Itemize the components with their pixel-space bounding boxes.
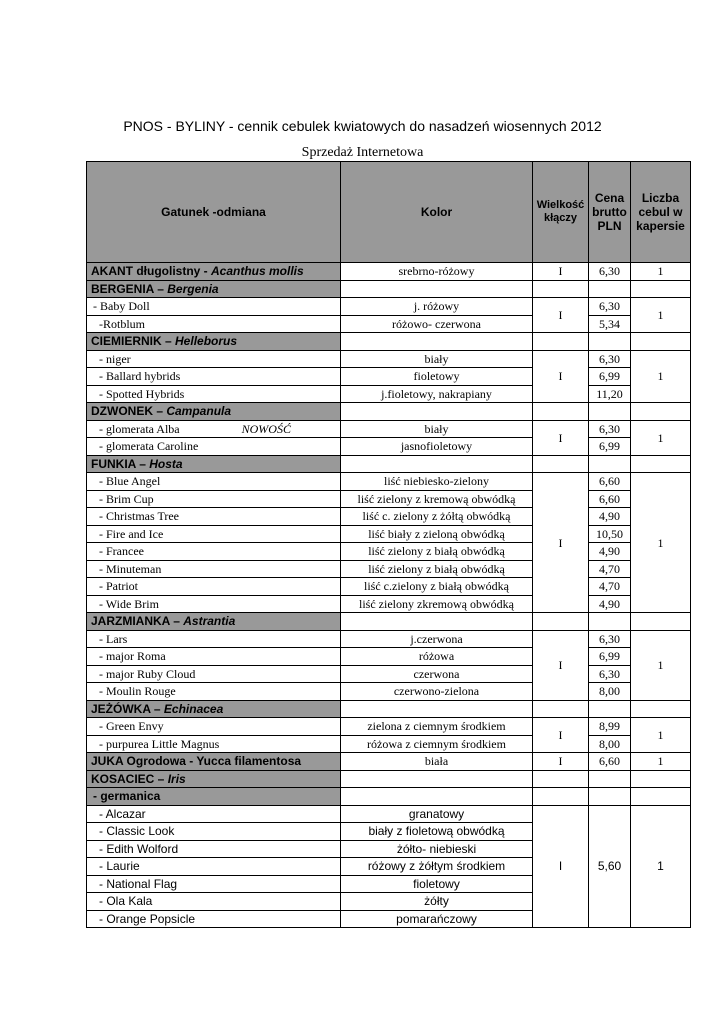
group-latin: Campanula (166, 404, 232, 419)
liczba-cell: 1 (631, 473, 691, 613)
wielkosc-cell: I (533, 718, 589, 753)
cena-cell: 4,70 (589, 560, 631, 578)
kolor-cell: czerwona (341, 665, 533, 683)
table-row (87, 420, 691, 438)
odmiana-cell: - Fire and Ice (87, 525, 341, 543)
group-latin: Echinacea (163, 701, 224, 716)
cena-cell: 10,50 (589, 525, 631, 543)
odmiana-cell: - Ballard hybrids (87, 368, 341, 386)
header-gatunek: Gatunek -odmiana (87, 162, 341, 263)
odmiana-cell: - Christmas Tree (87, 508, 341, 526)
group-latin: Acanthus mollis (211, 264, 304, 279)
table-row (87, 438, 691, 456)
cena-cell: 8,00 (589, 735, 631, 753)
cena-cell: 6,60 (589, 473, 631, 491)
table-row (87, 263, 691, 281)
group-dzwonek (87, 403, 341, 421)
cena-cell: 6,30 (589, 630, 631, 648)
kolor-cell: liść c.zielony z białą obwódką (341, 578, 533, 596)
group-header-row (87, 455, 691, 473)
odmiana-cell: - major Roma (87, 648, 341, 666)
wielkosc-cell: I (533, 263, 589, 281)
table-row (87, 753, 691, 771)
kolor-cell: liść zielony z kremową obwódką (341, 490, 533, 508)
odmiana-cell: - Baby Doll (87, 298, 341, 316)
group-header-row (87, 280, 691, 298)
header-liczba: Liczba cebul w kapersie (631, 162, 691, 263)
table-row (87, 805, 691, 823)
table-row (87, 508, 691, 526)
table-row (87, 315, 691, 333)
table-row (87, 525, 691, 543)
kolor-cell: liść zielony z białą obwódką (341, 543, 533, 561)
table-row (87, 735, 691, 753)
table-row (87, 490, 691, 508)
group-name: BERGENIA – (91, 281, 168, 296)
table-row (87, 595, 691, 613)
header-wielkosc: Wielkość kłączy (533, 162, 589, 263)
odmiana-cell: - Green Envy (87, 718, 341, 736)
kolor-cell: jasnofioletowy (341, 438, 533, 456)
table-row (87, 473, 691, 491)
cena-cell: 6,99 (589, 438, 631, 456)
kolor-cell: biały z fioletową obwódką (341, 823, 533, 841)
kolor-cell: żółto- niebieski (341, 840, 533, 858)
kolor-cell: srebrno-różowy (341, 263, 533, 281)
group-header-row (87, 403, 691, 421)
odmiana-cell: - Lars (87, 630, 341, 648)
odmiana-cell: - Edith Wolford (87, 840, 341, 858)
table-row (87, 718, 691, 736)
group-latin: Hosta (149, 456, 183, 471)
cena-cell: 4,90 (589, 508, 631, 526)
group-name: JARZMIANKA – (91, 614, 184, 629)
cena-cell: 4,70 (589, 578, 631, 596)
table-row (87, 385, 691, 403)
group-latin: Bergenia (167, 281, 219, 296)
odmiana-text: - glomerata Alba (99, 421, 180, 436)
header-kolor: Kolor (341, 162, 533, 263)
cena-cell: 6,30 (589, 350, 631, 368)
page-title: PNOS - BYLINY - cennik cebulek kwiatowych do nasadzeń wiosennych 2012 (123, 118, 602, 134)
group-name: JUKA Ogrodowa - (91, 754, 197, 769)
cena-cell: 4,90 (589, 595, 631, 613)
group-latin: Helleborus (175, 334, 238, 349)
cena-cell: 6,99 (589, 368, 631, 386)
odmiana-cell: - Orange Popsicle (87, 910, 341, 928)
odmiana-cell: - Minuteman (87, 560, 341, 578)
kolor-cell: liść niebiesko-zielony (341, 473, 533, 491)
wielkosc-cell: I (533, 805, 589, 928)
kolor-cell: fioletowy (341, 875, 533, 893)
table-row (87, 648, 691, 666)
cena-cell: 8,00 (589, 683, 631, 701)
kolor-cell: liść biały z zieloną obwódką (341, 525, 533, 543)
liczba-cell: 1 (631, 420, 691, 455)
header-cena: Cena brutto PLN (589, 162, 631, 263)
group-jezowka (87, 700, 341, 718)
kolor-cell: żółty (341, 893, 533, 911)
table-row (87, 350, 691, 368)
kolor-cell: pomarańczowy (341, 910, 533, 928)
table-row (87, 560, 691, 578)
table-row (87, 298, 691, 316)
liczba-cell: 1 (631, 298, 691, 333)
group-latin: Astrantia (183, 614, 236, 629)
subgroup-header-row (87, 788, 691, 806)
table-row (87, 368, 691, 386)
group-name: AKANT długolistny - (91, 264, 211, 279)
liczba-cell: 1 (631, 718, 691, 753)
group-name: CIEMIERNIK – (91, 334, 176, 349)
cena-cell: 6,60 (589, 753, 631, 771)
cena-cell: 5,60 (589, 805, 631, 928)
group-kosaciec (87, 770, 341, 788)
new-badge: NOWOŚĆ (241, 421, 291, 436)
group-jarzmianka (87, 613, 341, 631)
odmiana-cell: - major Ruby Cloud (87, 665, 341, 683)
kolor-cell: czerwono-zielona (341, 683, 533, 701)
wielkosc-cell: I (533, 350, 589, 403)
table-row (87, 543, 691, 561)
group-name: JEŻÓWKA – (91, 701, 164, 716)
cena-cell: 6,30 (589, 420, 631, 438)
kolor-cell: j. różowy (341, 298, 533, 316)
odmiana-cell: - Francee (87, 543, 341, 561)
odmiana-cell: - Spotted Hybrids (87, 385, 341, 403)
table-row (87, 665, 691, 683)
wielkosc-cell: I (533, 630, 589, 700)
liczba-cell: 1 (631, 263, 691, 281)
kolor-cell: zielona z ciemnym środkiem (341, 718, 533, 736)
group-akant (87, 263, 341, 281)
kolor-cell: biała (341, 753, 533, 771)
cena-cell: 5,34 (589, 315, 631, 333)
odmiana-cell: - Wide Brim (87, 595, 341, 613)
group-header-row (87, 333, 691, 351)
kolor-cell: j.czerwona (341, 630, 533, 648)
group-header-row (87, 700, 691, 718)
group-header-row (87, 613, 691, 631)
odmiana-cell: - Patriot (87, 578, 341, 596)
wielkosc-cell: I (533, 420, 589, 455)
wielkosc-cell: I (533, 298, 589, 333)
odmiana-cell: - Alcazar (87, 805, 341, 823)
odmiana-cell: - niger (87, 350, 341, 368)
cena-cell: 6,99 (589, 648, 631, 666)
odmiana-cell: - purpurea Little Magnus (87, 735, 341, 753)
odmiana-cell: - Blue Angel (87, 473, 341, 491)
kolor-cell: różowa z ciemnym środkiem (341, 735, 533, 753)
liczba-cell: 1 (631, 805, 691, 928)
odmiana-cell: - Laurie (87, 858, 341, 876)
group-bergenia (87, 280, 341, 298)
wielkosc-cell: I (533, 473, 589, 613)
odmiana-cell (87, 420, 341, 438)
cena-cell: 4,90 (589, 543, 631, 561)
cena-cell: 6,60 (589, 490, 631, 508)
group-header-row (87, 770, 691, 788)
kolor-cell: liść c. zielony z żółtą obwódką (341, 508, 533, 526)
group-latin: Yucca filamentosa (196, 754, 302, 769)
group-juka (87, 753, 341, 771)
cena-cell: 6,30 (589, 298, 631, 316)
odmiana-cell: - National Flag (87, 875, 341, 893)
cena-cell: 6,30 (589, 665, 631, 683)
odmiana-cell: - Classic Look (87, 823, 341, 841)
wielkosc-cell: I (533, 753, 589, 771)
kolor-cell: liść zielony z białą obwódką (341, 560, 533, 578)
odmiana-cell: - Ola Kala (87, 893, 341, 911)
odmiana-cell: - Moulin Rouge (87, 683, 341, 701)
cena-cell: 11,20 (589, 385, 631, 403)
table-row (87, 630, 691, 648)
kolor-cell: różowo- czerwona (341, 315, 533, 333)
group-name: DZWONEK – (91, 404, 167, 419)
page-subtitle: Sprzedaż Internetowa (301, 145, 424, 160)
kolor-cell: j.fioletowy, nakrapiany (341, 385, 533, 403)
kolor-cell: różowa (341, 648, 533, 666)
header-row (87, 162, 691, 263)
group-ciemiernik (87, 333, 341, 351)
kolor-cell: biały (341, 350, 533, 368)
table-row (87, 578, 691, 596)
kolor-cell: liść zielony zkremową obwódką (341, 595, 533, 613)
odmiana-cell: -Rotblum (87, 315, 341, 333)
table-row (87, 683, 691, 701)
group-latin: Iris (167, 771, 186, 786)
group-name: FUNKIA – (91, 456, 150, 471)
kolor-cell: granatowy (341, 805, 533, 823)
liczba-cell: 1 (631, 630, 691, 700)
cena-cell: 6,30 (589, 263, 631, 281)
odmiana-cell: - glomerata Caroline (87, 438, 341, 456)
kolor-cell: różowy z żółtym środkiem (341, 858, 533, 876)
cena-cell: 8,99 (589, 718, 631, 736)
group-funkia (87, 455, 341, 473)
liczba-cell: 1 (631, 350, 691, 403)
price-table (86, 161, 691, 928)
group-name: KOSACIEC – (91, 771, 168, 786)
kolor-cell: fioletowy (341, 368, 533, 386)
liczba-cell: 1 (631, 753, 691, 771)
odmiana-cell: - Brim Cup (87, 490, 341, 508)
kolor-cell: biały (341, 420, 533, 438)
subgroup-germanica: - germanica (87, 788, 341, 806)
